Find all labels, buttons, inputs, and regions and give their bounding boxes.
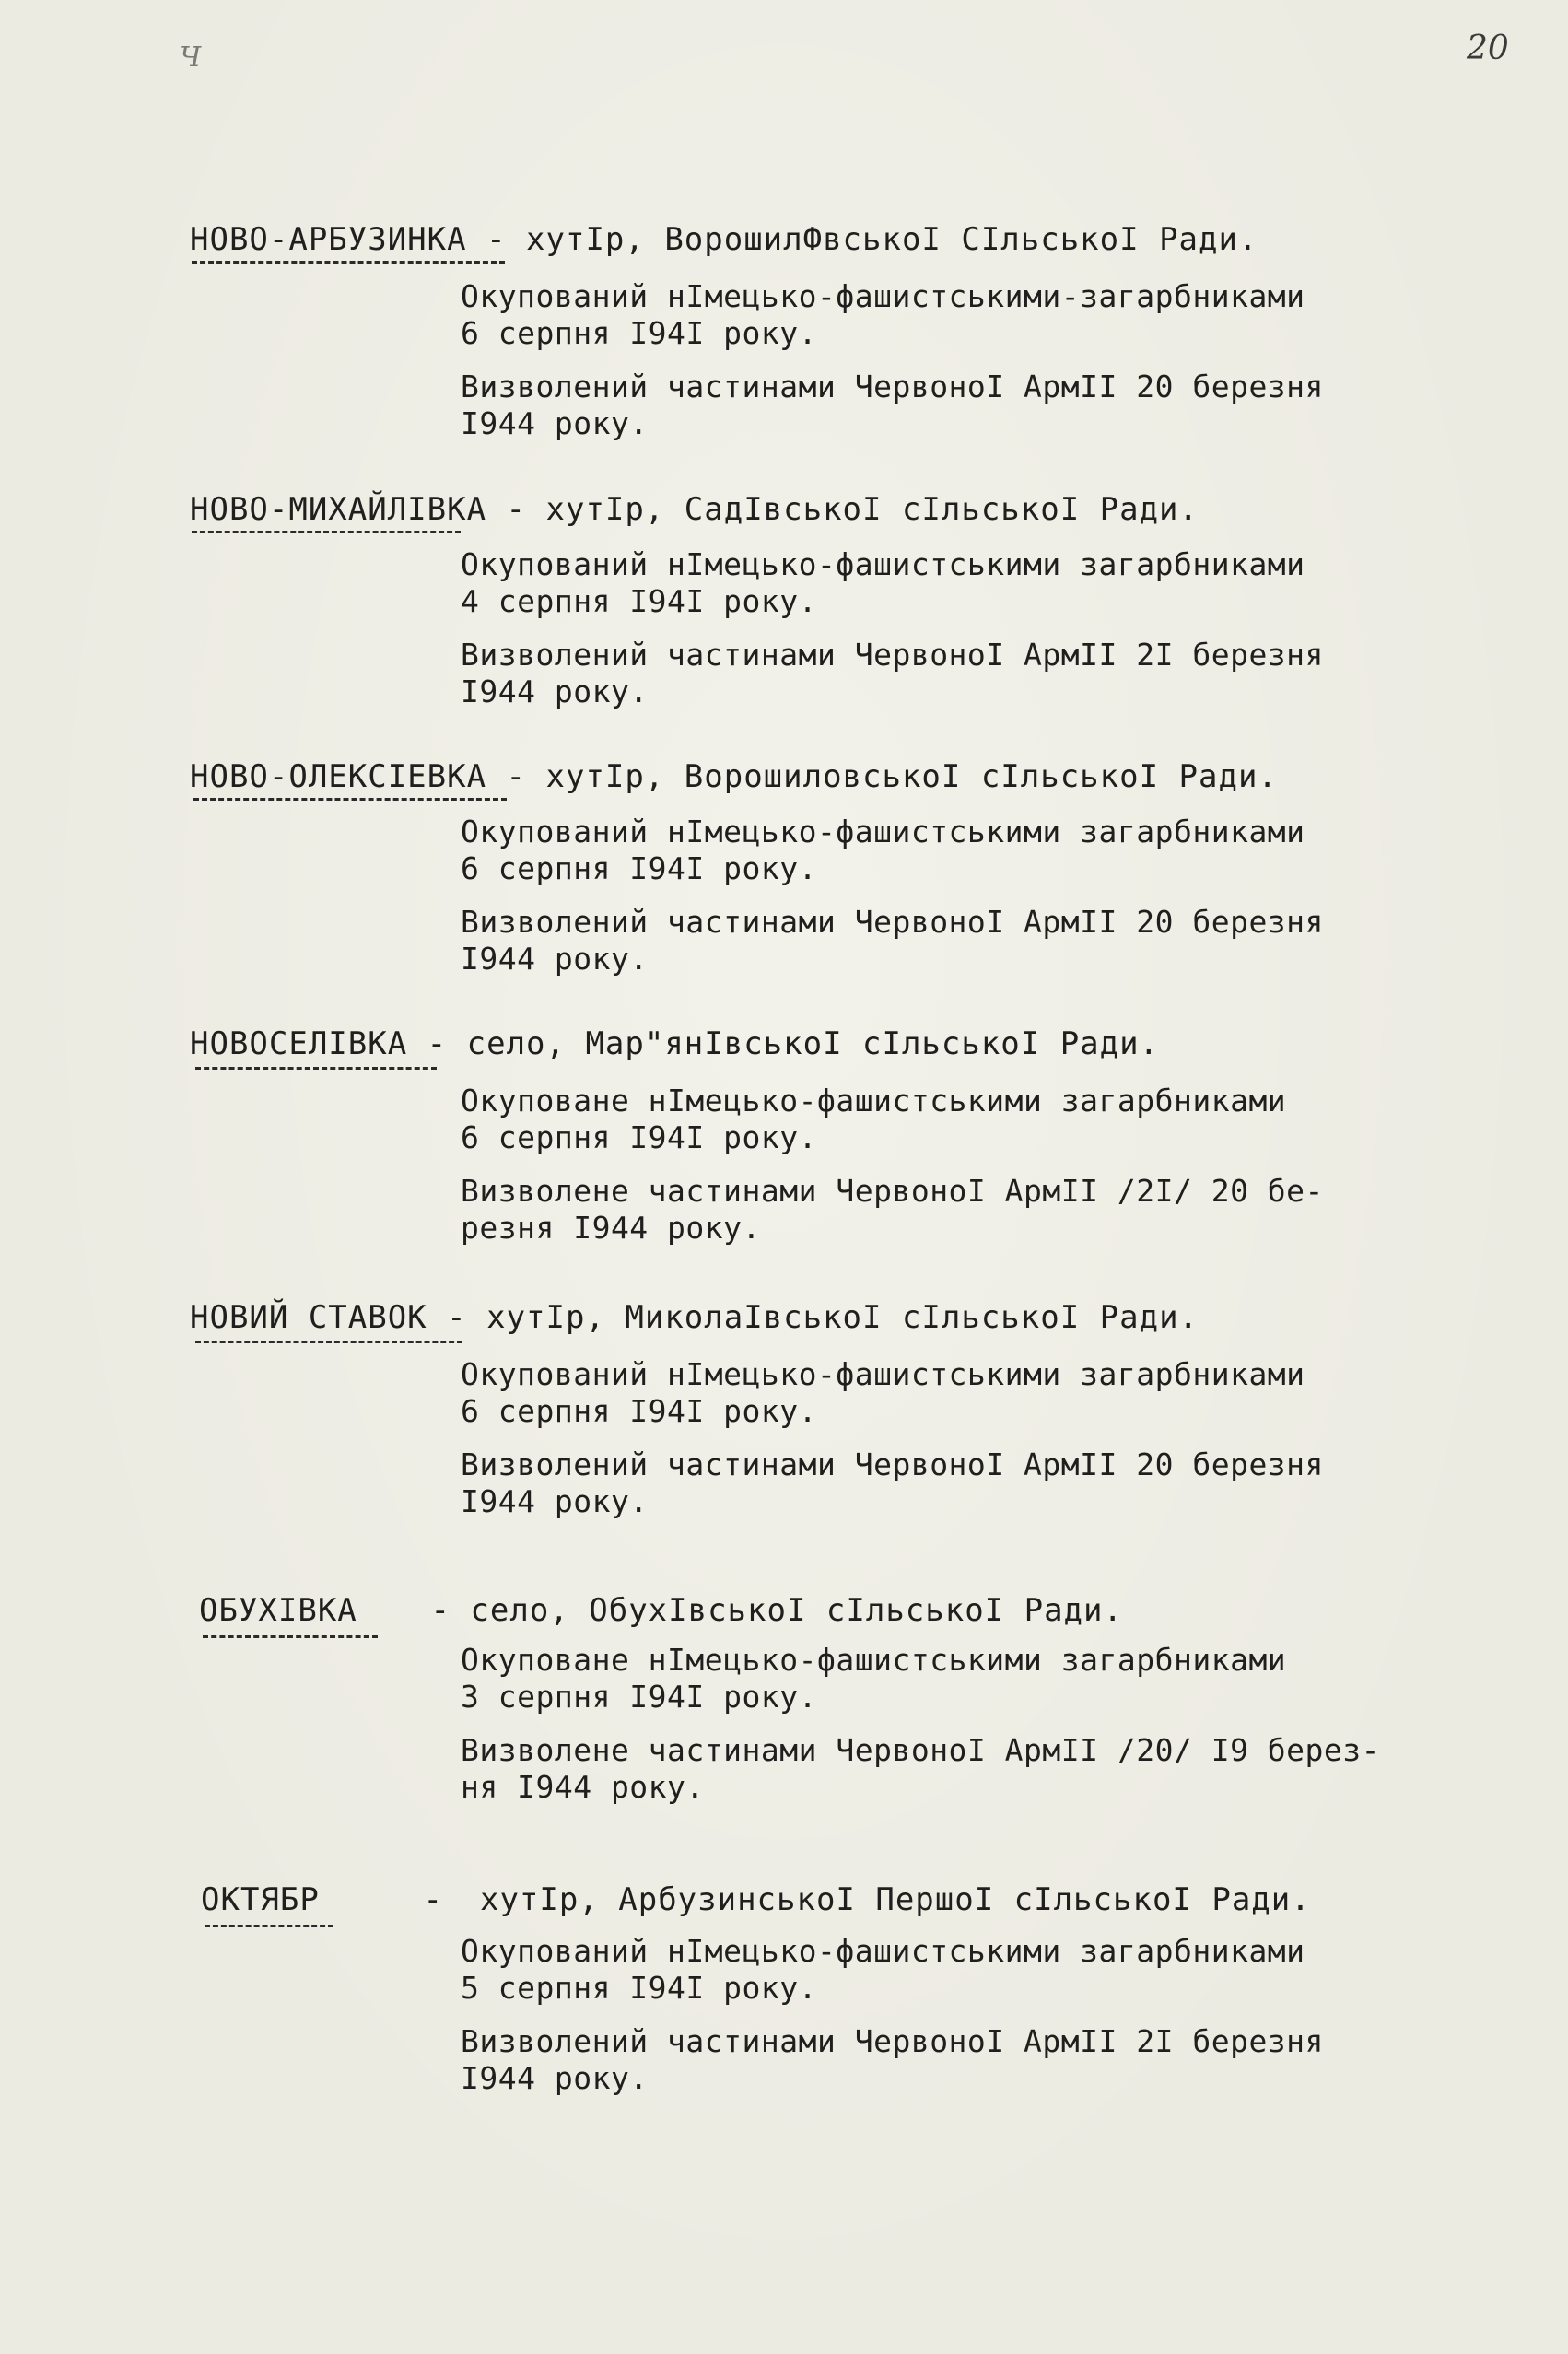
settlement-name: ОКТЯБР	[201, 1881, 320, 1918]
settlement-description: хутІр, МиколаІвськоІ сІльськоІ Ради.	[486, 1299, 1199, 1336]
entry-body	[461, 546, 1529, 710]
settlement-name: ОБУХІВКА	[199, 1592, 357, 1629]
settlement-description: хутІр, СадІвськоІ сІльськоІ Ради.	[545, 491, 1199, 528]
name-underline	[192, 256, 505, 264]
occupation-text: Окуповане нІмецько-фашистськими загарбниками 3 серпня І94І року.	[461, 1642, 1287, 1715]
separator: -	[447, 1299, 467, 1336]
settlement-name: НОВО-АРБУЗИНКА	[190, 221, 467, 258]
separator: -	[506, 491, 527, 528]
liberation-text: Визволене частинами ЧервоноІ АрмІІ /2І/ 20 бе- резня І944 року.	[461, 1173, 1324, 1246]
settlement-description: хутІр, ВорошилФвськоІ СІльськоІ Ради.	[526, 221, 1258, 258]
settlement-description: село, Мар"янІвськоІ сІльськоІ Ради.	[466, 1025, 1160, 1062]
entry-heading	[190, 1299, 1199, 1336]
liberation-text: Визволений частинами ЧервоноІ АрмІІ 2І березня І944 року.	[461, 2023, 1324, 2096]
entry-body	[461, 1356, 1529, 1520]
liberation-text: Визволений частинами ЧервоноІ АрмІІ 20 березня І944 року.	[461, 1446, 1324, 1519]
settlement-name: НОВО-МИХАЙЛІВКА	[190, 491, 487, 528]
entry-heading	[190, 1025, 1159, 1062]
liberation-text: Визволене частинами ЧервоноІ АрмІІ /20/ І9 берез- ня І944 року.	[461, 1732, 1381, 1805]
separator: -	[430, 1592, 451, 1629]
entry-heading	[199, 1592, 1123, 1629]
settlement-name: НОВО-ОЛЕКСІЕВКА	[190, 758, 487, 795]
entry-body	[461, 278, 1529, 442]
corner-mark: Ч	[180, 41, 202, 74]
occupation-text: Окупований нІмецько-фашистськими загарбниками 6 серпня І94І року.	[461, 1356, 1305, 1429]
entry-heading	[201, 1881, 1311, 1918]
entry-heading	[190, 221, 1258, 258]
page-number: 20	[1467, 29, 1509, 67]
separator: -	[427, 1025, 448, 1062]
settlement-description: хутІр, АрбузинськоІ ПершоІ сІльськоІ Ради.	[479, 1881, 1311, 1918]
entry-body	[461, 814, 1529, 978]
entry-body	[461, 1083, 1529, 1247]
settlement-description: село, ОбухІвськоІ сІльськоІ Ради.	[470, 1592, 1123, 1629]
settlement-description: хутІр, ВорошиловськоІ сІльськоІ Ради.	[545, 758, 1278, 795]
occupation-text: Окупований нІмецько-фашистськими-загарбниками 6 серпня І94І року.	[461, 278, 1305, 351]
occupation-text: Окупований нІмецько-фашистськими загарбниками 4 серпня І94І року.	[461, 546, 1305, 619]
liberation-text: Визволений частинами ЧервоноІ АрмІІ 20 березня І944 року.	[461, 369, 1324, 441]
occupation-text: Окуповане нІмецько-фашистськими загарбниками 6 серпня І94І року.	[461, 1083, 1287, 1155]
liberation-text: Визволений частинами ЧервоноІ АрмІІ 2І березня І944 року.	[461, 637, 1324, 709]
separator: -	[486, 221, 507, 258]
entry-body	[461, 1933, 1529, 2097]
name-underline	[195, 1062, 437, 1070]
liberation-text: Визволений частинами ЧервоноІ АрмІІ 20 березня І944 року.	[461, 904, 1324, 977]
settlement-name: НОВИЙ СТАВОК	[190, 1299, 427, 1336]
settlement-name: НОВОСЕЛІВКА	[190, 1025, 408, 1062]
separator: -	[506, 758, 527, 795]
separator: -	[423, 1881, 443, 1918]
occupation-text: Окупований нІмецько-фашистськими загарбниками 6 серпня І94І року.	[461, 814, 1305, 886]
name-underline	[203, 1631, 378, 1638]
entry-heading	[190, 491, 1199, 528]
name-underline	[205, 1920, 333, 1927]
occupation-text: Окупований нІмецько-фашистськими загарбниками 5 серпня І94І року.	[461, 1933, 1305, 2006]
name-underline	[192, 526, 461, 533]
entry-heading	[190, 758, 1278, 795]
entry-body	[461, 1642, 1529, 1806]
name-underline	[195, 1336, 462, 1343]
name-underline	[193, 793, 507, 801]
